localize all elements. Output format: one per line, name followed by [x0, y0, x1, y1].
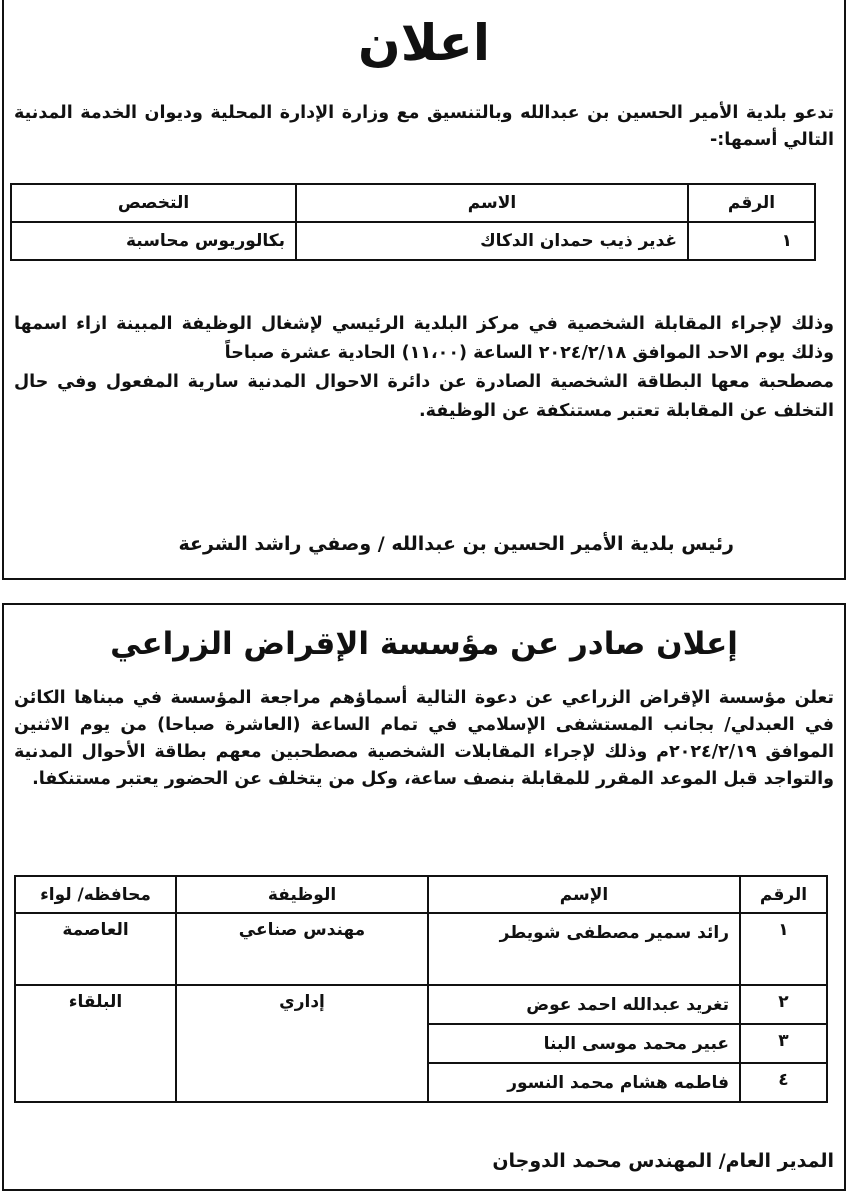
header-region: محافظه/ لواء	[15, 876, 176, 913]
header-number: الرقم	[740, 876, 827, 913]
cell-region: البلقاء	[15, 985, 176, 1102]
cell-number: ١	[740, 913, 827, 985]
announcement-municipality	[2, 0, 846, 580]
candidates-table	[10, 183, 816, 261]
cell-name: فاطمه هشام محمد النسور	[428, 1063, 740, 1102]
cell-number: ٣	[740, 1024, 827, 1063]
cell-name: رائد سمير مصطفى شويطر	[428, 913, 740, 985]
header-specialty: التخصص	[11, 184, 296, 222]
announcement-intro: تدعو بلدية الأمير الحسين بن عبدالله وبالتنسيق مع وزارة الإدارة المحلية وديوان الخدمة المدنية التالي أسمها:-	[14, 103, 834, 150]
cell-region: العاصمة	[15, 913, 176, 985]
announcement-agricultural-credit	[2, 603, 846, 1191]
cell-name: عبير محمد موسى البنا	[428, 1024, 740, 1063]
signature: رئيس بلدية الأمير الحسين بن عبدالله / وصفي راشد الشرعة	[178, 533, 734, 555]
table-row	[15, 913, 827, 985]
header-name: الإسم	[428, 876, 740, 913]
cell-job: مهندس صناعي	[176, 913, 428, 985]
cell-specialty: بكالوريوس محاسبة	[11, 222, 296, 260]
header-name: الاسم	[296, 184, 688, 222]
announcement-body	[4, 310, 844, 426]
header-job: الوظيفة	[176, 876, 428, 913]
table-row	[11, 222, 815, 260]
cell-name: غدير ذيب حمدان الدكاك	[296, 222, 688, 260]
signature: المدير العام/ المهندس محمد الدوجان	[492, 1150, 834, 1172]
announcement-title: اعلان	[358, 14, 490, 72]
table-header-row	[15, 876, 827, 913]
cell-name: تغريد عبدالله احمد عوض	[428, 985, 740, 1024]
paragraph-interview-details: وذلك لإجراء المقابلة الشخصية في مركز البلدية الرئيسي لإشغال الوظيفة المبينة ازاء اسمها وذلك يوم الاحد الموافق ٢٠٢٤/٢/١٨ الساعة (١١،٠٠) الحادية عشرة صباحاً	[14, 314, 834, 363]
table-header-row	[11, 184, 815, 222]
announcement-title: إعلان صادر عن مؤسسة الإقراض الزراعي	[110, 626, 738, 662]
cell-job: إداري	[176, 985, 428, 1102]
paragraph-requirements: مصطحبة معها البطاقة الشخصية الصادرة عن دائرة الاحوال المدنية سارية المفعول وفي حال التخلف عن المقابلة تعتبر مستنكفة عن الوظيفة.	[14, 372, 834, 421]
cell-number: ٤	[740, 1063, 827, 1102]
announcement-intro: تعلن مؤسسة الإقراض الزراعي عن دعوة التالية أسماؤهم مراجعة المؤسسة في مبناها الكائن في العبدلي/ بجانب المستشفى الإسلامي في تمام الساعة (العاشرة صباحا) من يوم الاثنين الموافق ٢٠٢٤/٢/١٩م وذلك لإجراء المقابلات الشخصية مصطحبين معهم بطاقة الأحوال المدنية والتواجد قبل الموعد المقرر للمقابلة بنصف ساعة، وكل من يتخلف عن الحضور يعتبر مستنكفا.	[14, 688, 834, 789]
header-number: الرقم	[688, 184, 815, 222]
cell-number: ١	[688, 222, 815, 260]
candidates-table	[14, 875, 828, 1103]
cell-number: ٢	[740, 985, 827, 1024]
table-row	[15, 985, 827, 1024]
